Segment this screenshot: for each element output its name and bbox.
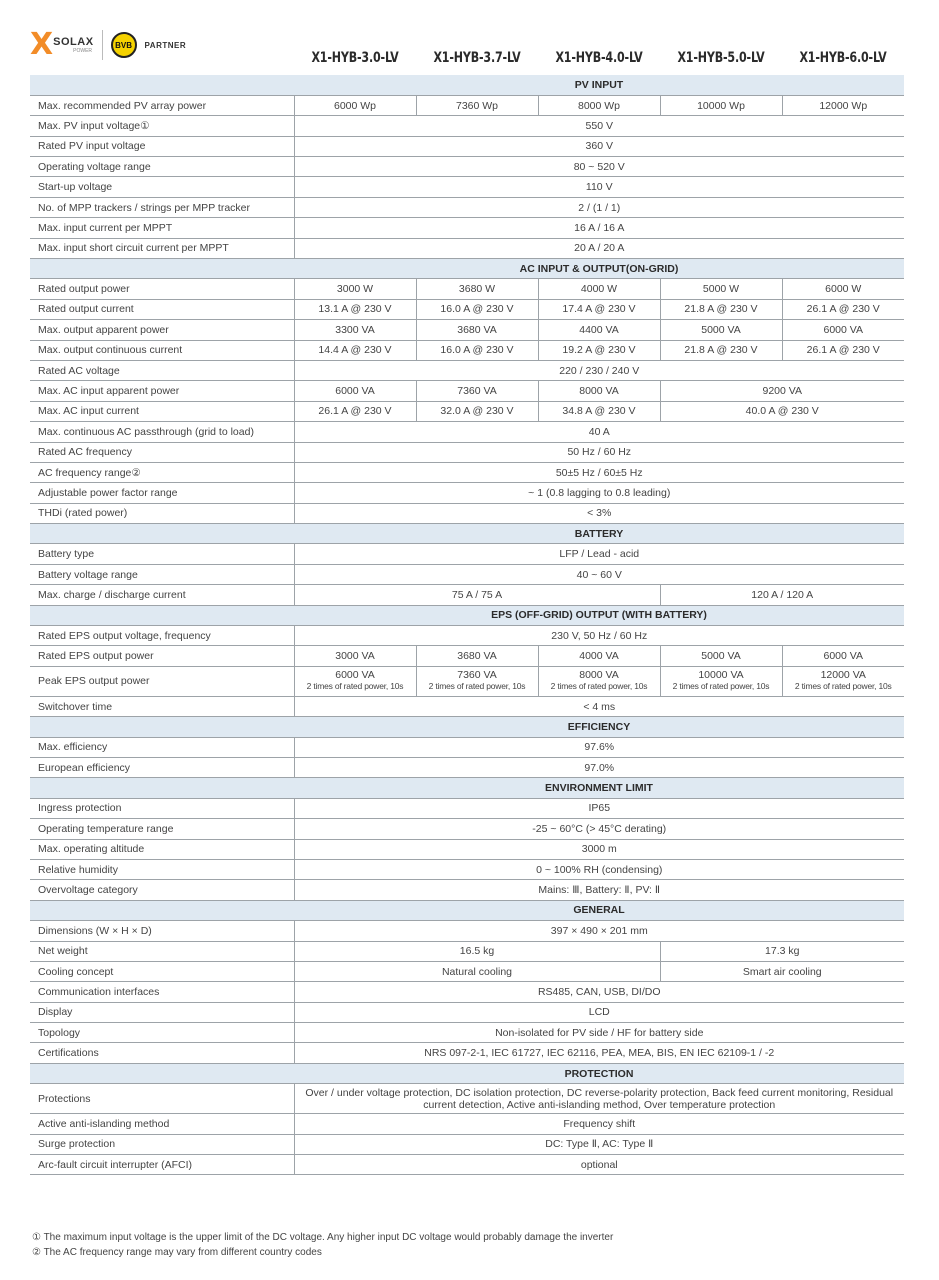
spec-row bbox=[30, 197, 904, 217]
spec-value: 97.6% bbox=[294, 737, 904, 757]
spec-row bbox=[30, 564, 904, 584]
spec-row bbox=[30, 299, 904, 319]
spec-value: 3000 W bbox=[294, 279, 416, 299]
spec-label: Protections bbox=[30, 1084, 294, 1114]
spec-value: 5000 W bbox=[660, 279, 782, 299]
section-spacer bbox=[30, 605, 294, 625]
spec-row bbox=[30, 921, 904, 941]
spec-value: 6000 VA bbox=[294, 381, 416, 401]
section-spacer bbox=[30, 717, 294, 737]
spec-value: 220 / 230 / 240 V bbox=[294, 360, 904, 380]
spec-value-main: 12000 VA bbox=[820, 669, 866, 682]
spec-value: 16.0 A @ 230 V bbox=[416, 340, 538, 360]
spec-value: < 3% bbox=[294, 503, 904, 523]
spec-row bbox=[30, 737, 904, 757]
spec-value: RS485, CAN, USB, DI/DO bbox=[294, 982, 904, 1002]
page-header bbox=[0, 0, 939, 74]
brand-logo bbox=[30, 28, 186, 62]
spec-row bbox=[30, 819, 904, 839]
spec-value: 17.4 A @ 230 V bbox=[538, 299, 660, 319]
section-spacer bbox=[30, 900, 294, 920]
spec-label: Max. input current per MPPT bbox=[30, 218, 294, 238]
section-title: EFFICIENCY bbox=[294, 717, 904, 737]
spec-label: Switchover time bbox=[30, 696, 294, 716]
spec-row bbox=[30, 279, 904, 299]
spec-value: optional bbox=[294, 1155, 904, 1175]
model-header: X1-HYB-3.0-LV bbox=[311, 50, 399, 66]
spec-label: Max. AC input current bbox=[30, 401, 294, 421]
spec-value bbox=[660, 666, 782, 696]
spec-value: 3300 VA bbox=[294, 320, 416, 340]
spec-row bbox=[30, 462, 904, 482]
spec-value: 16 A / 16 A bbox=[294, 218, 904, 238]
spec-value: 3000 VA bbox=[294, 646, 416, 666]
spec-value: 32.0 A @ 230 V bbox=[416, 401, 538, 421]
spec-row bbox=[30, 1114, 904, 1134]
spec-table-body bbox=[30, 75, 904, 1175]
section-spacer bbox=[30, 778, 294, 798]
spec-value: 20 A / 20 A bbox=[294, 238, 904, 258]
spec-value: 8000 VA bbox=[538, 381, 660, 401]
section-header bbox=[30, 900, 904, 920]
spec-row bbox=[30, 1084, 904, 1114]
spec-value: 4000 VA bbox=[538, 646, 660, 666]
spec-label: European efficiency bbox=[30, 758, 294, 778]
spec-label: Max. efficiency bbox=[30, 737, 294, 757]
spec-value-main: 10000 VA bbox=[698, 669, 744, 682]
spec-row bbox=[30, 218, 904, 238]
solax-power: POWER bbox=[73, 47, 93, 54]
spec-row bbox=[30, 401, 904, 421]
spec-row bbox=[30, 1155, 904, 1175]
spec-label: Peak EPS output power bbox=[30, 666, 294, 696]
spec-value: 12000 Wp bbox=[782, 95, 904, 115]
spec-label: Max. PV input voltage① bbox=[30, 116, 294, 136]
section-spacer bbox=[30, 524, 294, 544]
spec-label: No. of MPP trackers / strings per MPP tracker bbox=[30, 197, 294, 217]
spec-row bbox=[30, 95, 904, 115]
spec-row bbox=[30, 422, 904, 442]
section-header bbox=[30, 75, 904, 95]
spec-value-main: 7360 VA bbox=[457, 669, 497, 682]
spec-row bbox=[30, 1002, 904, 1022]
spec-value: 360 V bbox=[294, 136, 904, 156]
spec-row bbox=[30, 503, 904, 523]
spec-row bbox=[30, 116, 904, 136]
spec-value: 13.1 A @ 230 V bbox=[294, 299, 416, 319]
section-spacer bbox=[30, 75, 294, 95]
section-header bbox=[30, 259, 904, 279]
spec-value: 21.8 A @ 230 V bbox=[660, 340, 782, 360]
spec-value: 40 ~ 60 V bbox=[294, 564, 904, 584]
spec-label: Rated PV input voltage bbox=[30, 136, 294, 156]
spec-value: 3680 W bbox=[416, 279, 538, 299]
spec-value: 3680 VA bbox=[416, 646, 538, 666]
spec-value: 230 V, 50 Hz / 60 Hz bbox=[294, 626, 904, 646]
section-header bbox=[30, 778, 904, 798]
spec-label: Dimensions (W × H × D) bbox=[30, 921, 294, 941]
spec-table bbox=[30, 75, 904, 1175]
spec-value: -25 ~ 60°C (> 45°C derating) bbox=[294, 819, 904, 839]
spec-label: Battery type bbox=[30, 544, 294, 564]
spec-row bbox=[30, 585, 904, 605]
spec-label: Max. continuous AC passthrough (grid to load) bbox=[30, 422, 294, 442]
spec-row bbox=[30, 483, 904, 503]
logo-divider bbox=[102, 30, 103, 60]
spec-value bbox=[538, 666, 660, 696]
spec-label: Battery voltage range bbox=[30, 564, 294, 584]
spec-row bbox=[30, 177, 904, 197]
spec-label: Cooling concept bbox=[30, 961, 294, 981]
spec-label: Max. AC input apparent power bbox=[30, 381, 294, 401]
spec-value: NRS 097-2-1, IEC 61727, IEC 62116, PEA, MEA, BIS, EN IEC 62109-1 / -2 bbox=[294, 1043, 904, 1063]
spec-value: 8000 Wp bbox=[538, 95, 660, 115]
spec-row bbox=[30, 320, 904, 340]
spec-value: 16.0 A @ 230 V bbox=[416, 299, 538, 319]
spec-value: Smart air cooling bbox=[660, 961, 904, 981]
spec-label: Rated EPS output voltage, frequency bbox=[30, 626, 294, 646]
spec-label: Net weight bbox=[30, 941, 294, 961]
spec-value: IP65 bbox=[294, 798, 904, 818]
spec-label: Operating temperature range bbox=[30, 819, 294, 839]
spec-value: 397 × 490 × 201 mm bbox=[294, 921, 904, 941]
spec-label: Rated AC voltage bbox=[30, 360, 294, 380]
spec-value-note: 2 times of rated power, 10s bbox=[428, 681, 526, 692]
section-title: PROTECTION bbox=[294, 1063, 904, 1083]
section-spacer bbox=[30, 1063, 294, 1083]
spec-label: Start-up voltage bbox=[30, 177, 294, 197]
spec-label: Communication interfaces bbox=[30, 982, 294, 1002]
spec-value: 26.1 A @ 230 V bbox=[294, 401, 416, 421]
spec-label: Max. input short circuit current per MPPT bbox=[30, 238, 294, 258]
section-header bbox=[30, 605, 904, 625]
spec-row bbox=[30, 238, 904, 258]
spec-value: 80 ~ 520 V bbox=[294, 157, 904, 177]
spec-value: 5000 VA bbox=[660, 646, 782, 666]
spec-row bbox=[30, 544, 904, 564]
spec-value: 50±5 Hz / 60±5 Hz bbox=[294, 462, 904, 482]
model-header: X1-HYB-6.0-LV bbox=[799, 50, 887, 66]
model-header: X1-HYB-4.0-LV bbox=[555, 50, 643, 66]
spec-value: Non-isolated for PV side / HF for battery side bbox=[294, 1023, 904, 1043]
spec-label: Active anti-islanding method bbox=[30, 1114, 294, 1134]
spec-label: Relative humidity bbox=[30, 859, 294, 879]
section-header bbox=[30, 1063, 904, 1083]
spec-value: DC: Type Ⅱ, AC: Type Ⅱ bbox=[294, 1134, 904, 1154]
spec-value: 26.1 A @ 230 V bbox=[782, 340, 904, 360]
spec-value: Natural cooling bbox=[294, 961, 660, 981]
spec-value: 7360 VA bbox=[416, 381, 538, 401]
spec-label: Ingress protection bbox=[30, 798, 294, 818]
solax-x-icon: X bbox=[30, 27, 52, 62]
spec-value: 21.8 A @ 230 V bbox=[660, 299, 782, 319]
spec-row bbox=[30, 626, 904, 646]
spec-value: 120 A / 120 A bbox=[660, 585, 904, 605]
spec-row bbox=[30, 157, 904, 177]
section-title: GENERAL bbox=[294, 900, 904, 920]
spec-row bbox=[30, 839, 904, 859]
spec-label: Surge protection bbox=[30, 1134, 294, 1154]
spec-row bbox=[30, 758, 904, 778]
spec-row bbox=[30, 982, 904, 1002]
section-title: ENVIRONMENT LIMIT bbox=[294, 778, 904, 798]
spec-value bbox=[416, 666, 538, 696]
spec-value: 14.4 A @ 230 V bbox=[294, 340, 416, 360]
spec-row bbox=[30, 381, 904, 401]
spec-row bbox=[30, 880, 904, 900]
spec-label: Display bbox=[30, 1002, 294, 1022]
spec-label: Operating voltage range bbox=[30, 157, 294, 177]
spec-value: 110 V bbox=[294, 177, 904, 197]
spec-label: THDi (rated power) bbox=[30, 503, 294, 523]
spec-label: Rated output current bbox=[30, 299, 294, 319]
spec-row bbox=[30, 859, 904, 879]
spec-value-note: 2 times of rated power, 10s bbox=[794, 681, 892, 692]
spec-value: 50 Hz / 60 Hz bbox=[294, 442, 904, 462]
spec-label: Topology bbox=[30, 1023, 294, 1043]
footnote: ② The AC frequency range may vary from different country codes bbox=[32, 1247, 322, 1258]
section-title: EPS (OFF-GRID) OUTPUT (WITH BATTERY) bbox=[294, 605, 904, 625]
spec-value: 9200 VA bbox=[660, 381, 904, 401]
spec-value: 0 ~ 100% RH (condensing) bbox=[294, 859, 904, 879]
spec-value bbox=[782, 666, 904, 696]
section-title: AC INPUT & OUTPUT(ON-GRID) bbox=[294, 259, 904, 279]
spec-value: 5000 VA bbox=[660, 320, 782, 340]
spec-value-note: 2 times of rated power, 10s bbox=[672, 681, 770, 692]
spec-value: 6000 VA bbox=[782, 320, 904, 340]
spec-label: Max. output apparent power bbox=[30, 320, 294, 340]
spec-value: 3680 VA bbox=[416, 320, 538, 340]
spec-label: Rated EPS output power bbox=[30, 646, 294, 666]
bvb-text: BVB bbox=[115, 40, 132, 50]
spec-value: 4400 VA bbox=[538, 320, 660, 340]
spec-row bbox=[30, 696, 904, 716]
bvb-badge-icon bbox=[111, 32, 137, 58]
spec-value: 19.2 A @ 230 V bbox=[538, 340, 660, 360]
spec-label: Adjustable power factor range bbox=[30, 483, 294, 503]
spec-value-note: 2 times of rated power, 10s bbox=[550, 681, 648, 692]
spec-value: Mains: Ⅲ, Battery: Ⅱ, PV: Ⅱ bbox=[294, 880, 904, 900]
section-spacer bbox=[30, 259, 294, 279]
spec-value: 34.8 A @ 230 V bbox=[538, 401, 660, 421]
spec-value: 75 A / 75 A bbox=[294, 585, 660, 605]
spec-row bbox=[30, 798, 904, 818]
spec-label: Arc-fault circuit interrupter (AFCI) bbox=[30, 1155, 294, 1175]
spec-value: 16.5 kg bbox=[294, 941, 660, 961]
spec-value: 3000 m bbox=[294, 839, 904, 859]
footnote: ① The maximum input voltage is the upper limit of the DC voltage. Any higher input DC voltage would probably damage the inverter bbox=[32, 1232, 614, 1243]
spec-value: 6000 W bbox=[782, 279, 904, 299]
solax-wordmark bbox=[53, 37, 93, 54]
spec-row bbox=[30, 360, 904, 380]
spec-label: Max. charge / discharge current bbox=[30, 585, 294, 605]
spec-value: 26.1 A @ 230 V bbox=[782, 299, 904, 319]
model-header: X1-HYB-5.0-LV bbox=[677, 50, 765, 66]
spec-row bbox=[30, 1134, 904, 1154]
spec-value: 6000 Wp bbox=[294, 95, 416, 115]
spec-value: 17.3 kg bbox=[660, 941, 904, 961]
section-title: BATTERY bbox=[294, 524, 904, 544]
spec-value: LCD bbox=[294, 1002, 904, 1022]
spec-value: < 4 ms bbox=[294, 696, 904, 716]
spec-value: 2 / (1 / 1) bbox=[294, 197, 904, 217]
spec-label: Certifications bbox=[30, 1043, 294, 1063]
spec-value: 97.0% bbox=[294, 758, 904, 778]
spec-value: Over / under voltage protection, DC isolation protection, DC reverse-polarity protection, Back feed current monitoring, Residual current detection, Active anti-islanding method, Over temperature protection bbox=[294, 1084, 904, 1114]
spec-row bbox=[30, 442, 904, 462]
model-header: X1-HYB-3.7-LV bbox=[433, 50, 521, 66]
spec-value-main: 8000 VA bbox=[579, 669, 619, 682]
spec-value: 7360 Wp bbox=[416, 95, 538, 115]
spec-value: 6000 VA bbox=[782, 646, 904, 666]
spec-row bbox=[30, 646, 904, 666]
spec-label: Rated AC frequency bbox=[30, 442, 294, 462]
spec-row bbox=[30, 666, 904, 696]
spec-row bbox=[30, 941, 904, 961]
spec-row bbox=[30, 1023, 904, 1043]
spec-row bbox=[30, 961, 904, 981]
spec-value: 4000 W bbox=[538, 279, 660, 299]
spec-label: Overvoltage category bbox=[30, 880, 294, 900]
spec-label: Max. operating altitude bbox=[30, 839, 294, 859]
spec-row bbox=[30, 1043, 904, 1063]
section-header bbox=[30, 524, 904, 544]
spec-value: 550 V bbox=[294, 116, 904, 136]
spec-value-main: 6000 VA bbox=[335, 669, 375, 682]
spec-label: AC frequency range② bbox=[30, 462, 294, 482]
spec-value: Frequency shift bbox=[294, 1114, 904, 1134]
spec-value: ~ 1 (0.8 lagging to 0.8 leading) bbox=[294, 483, 904, 503]
spec-value: 40.0 A @ 230 V bbox=[660, 401, 904, 421]
spec-row bbox=[30, 136, 904, 156]
footnotes bbox=[32, 1230, 613, 1260]
spec-label: Max. output continuous current bbox=[30, 340, 294, 360]
spec-label: Max. recommended PV array power bbox=[30, 95, 294, 115]
spec-value bbox=[294, 666, 416, 696]
spec-value: 10000 Wp bbox=[660, 95, 782, 115]
spec-value: LFP / Lead - acid bbox=[294, 544, 904, 564]
spec-value-note: 2 times of rated power, 10s bbox=[306, 681, 404, 692]
spec-row bbox=[30, 340, 904, 360]
spec-value: 40 A bbox=[294, 422, 904, 442]
section-header bbox=[30, 717, 904, 737]
section-title: PV INPUT bbox=[294, 75, 904, 95]
partner-label: PARTNER bbox=[144, 40, 187, 50]
spec-label: Rated output power bbox=[30, 279, 294, 299]
solax-name: SOLAX bbox=[53, 35, 94, 48]
